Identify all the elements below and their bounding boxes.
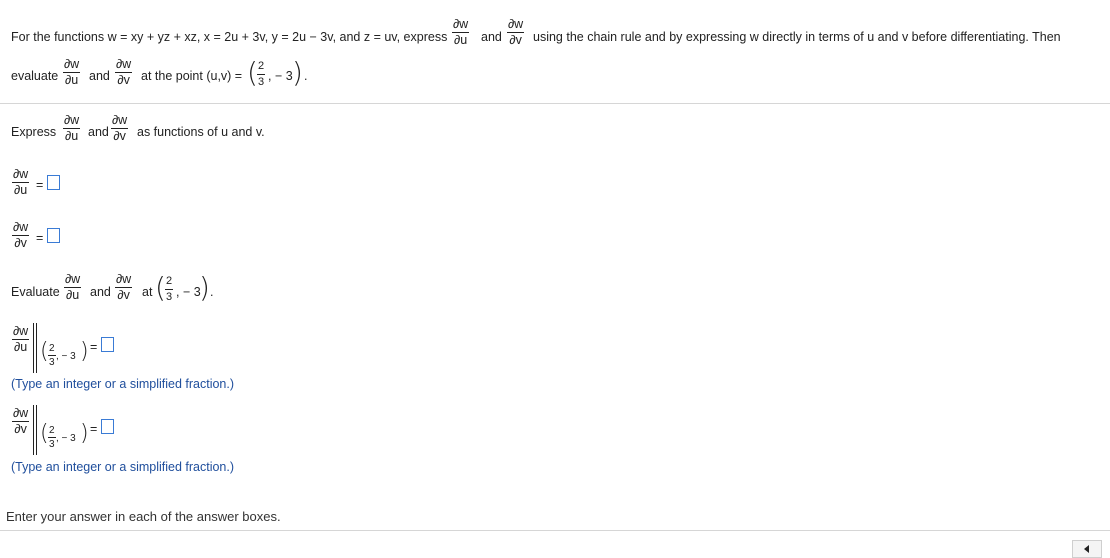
equals-4: = (90, 422, 98, 436)
divider-bottom (0, 530, 1110, 531)
point-fraction: $\frac{2}{3}$ (258, 60, 265, 88)
sub-rest-1: , − 3 (56, 351, 76, 362)
eval-label-dw-dv: $\frac{\partial w}{\partial v}$ (13, 406, 29, 436)
eval-label-dw-du: $\frac{\partial w}{\partial u}$ (13, 324, 29, 354)
eval-point-rest: , − 3 (176, 285, 201, 299)
problem-text-1: For the functions w = xy + yz + xz, x = 2u + 3v, y = 2u − 3v, and z = uv, express (11, 30, 448, 44)
answer-box-dw-du[interactable] (47, 175, 60, 190)
fraction-dw-dv: $\frac{\partial w}{\partial v}$ (508, 17, 524, 47)
problem-text-2: using the chain rule and by expressing w directly in terms of u and v before differentiating. Then (533, 30, 1061, 44)
sub-left-paren-1: ( (40, 339, 49, 364)
express-label: Express (11, 125, 57, 139)
sub-left-paren-2: ( (40, 421, 49, 446)
fraction-dw-du-3: $\frac{\partial w}{\partial u}$ (64, 113, 80, 143)
eval-bar-2 (33, 405, 34, 455)
left-paren-2: ( (155, 271, 166, 304)
answer-label-dw-dv: $\frac{\partial w}{\partial v}$ (13, 220, 29, 250)
hint-2: (Type an integer or a simplified fraction.) (11, 460, 235, 474)
right-paren-2: ) (199, 271, 210, 304)
right-paren: ) (292, 56, 303, 89)
period: . (304, 69, 308, 83)
evaluate-and: and (90, 285, 111, 299)
fraction-dw-du-4: $\frac{\partial w}{\partial u}$ (65, 272, 81, 302)
equals-1: = (36, 178, 44, 192)
equals-2: = (36, 231, 44, 245)
eval-answer-box-dw-du[interactable] (101, 337, 114, 352)
problem-point-label: at the point (u,v) = (141, 69, 243, 83)
eval-point-fraction: $\frac{2}{3}$ (166, 275, 173, 303)
express-suffix: as functions of u and v. (137, 125, 265, 139)
evaluate-label: Evaluate (11, 285, 60, 299)
triangle-left-icon (1082, 544, 1092, 554)
fraction-dw-dv-3: $\frac{\partial w}{\partial v}$ (112, 113, 128, 143)
scroll-left-button[interactable] (1072, 540, 1102, 558)
sub-right-paren-1: ) (80, 339, 89, 364)
express-and: and (88, 125, 109, 139)
answer-box-dw-dv[interactable] (47, 228, 60, 243)
evaluate-at: at (142, 285, 153, 299)
fraction-dw-du: $\frac{\partial w}{\partial u}$ (453, 17, 469, 47)
eval-bar-2b (36, 405, 37, 455)
sub-right-paren-2: ) (80, 421, 89, 446)
problem-and-2: and (89, 69, 110, 83)
problem-and-1: and (481, 30, 502, 44)
sub-rest-2: , − 3 (56, 433, 76, 444)
eval-period: . (210, 285, 214, 299)
point-rest: , − 3 (268, 69, 293, 83)
eval-bar-1b (36, 323, 37, 373)
footer-instruction: Enter your answer in each of the answer boxes. (6, 509, 281, 524)
left-paren: ( (247, 56, 258, 89)
answer-label-dw-du: $\frac{\partial w}{\partial u}$ (13, 167, 29, 197)
eval-answer-box-dw-dv[interactable] (101, 419, 114, 434)
divider-top (0, 103, 1110, 104)
fraction-dw-du-2: $\frac{\partial w}{\partial u}$ (64, 57, 80, 87)
sub-fraction-1: $\frac{2}{3}$ (49, 343, 55, 368)
eval-bar-1 (33, 323, 34, 373)
hint-1: (Type an integer or a simplified fraction.) (11, 377, 235, 391)
sub-fraction-2: $\frac{2}{3}$ (49, 425, 55, 450)
fraction-dw-dv-4: $\frac{\partial w}{\partial v}$ (116, 272, 132, 302)
equals-3: = (90, 340, 98, 354)
fraction-dw-dv-2: $\frac{\partial w}{\partial v}$ (116, 57, 132, 87)
problem-evaluate: evaluate (11, 69, 59, 83)
